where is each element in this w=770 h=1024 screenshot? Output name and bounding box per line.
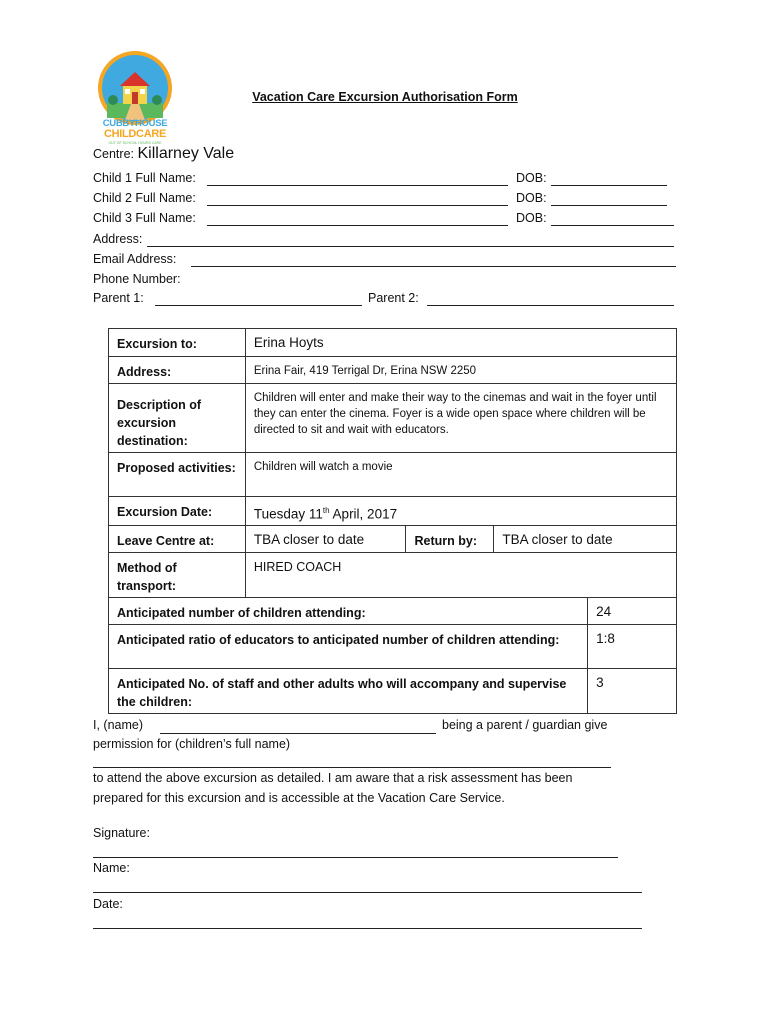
children-name-line[interactable] xyxy=(93,767,611,768)
consent-attend-2: prepared for this excursion and is accessible at the Vacation Care Service. xyxy=(93,791,505,805)
transport-label: Method of transport: xyxy=(109,552,246,597)
parent2-label: Parent 2: xyxy=(368,291,419,305)
name-label: Name: xyxy=(93,861,130,875)
return-by-value: TBA closer to date xyxy=(494,525,677,552)
consent-permission: permission for (children’s full name) xyxy=(93,737,291,751)
child2-dob-line[interactable] xyxy=(551,205,667,206)
excursion-to-label: Excursion to: xyxy=(109,329,246,357)
child3-dob-label: DOB: xyxy=(516,211,547,225)
excursion-address-value: Erina Fair, 419 Terrigal Dr, Erina NSW 2250 xyxy=(245,357,676,384)
table-row xyxy=(109,384,677,453)
activities-value: Children will watch a movie xyxy=(245,453,676,497)
table-row xyxy=(109,453,677,497)
logo-text-3: OUT OF SCHOOL HOURS CARE xyxy=(108,141,162,145)
address-label: Address: xyxy=(93,232,143,246)
children-count-value: 24 xyxy=(588,597,677,624)
staff-label: Anticipated No. of staff and other adults who will accompany and supervise the children: xyxy=(109,668,588,713)
child2-label: Child 2 Full Name: xyxy=(93,191,196,205)
table-row xyxy=(109,525,677,552)
activities-label: Proposed activities: xyxy=(109,453,246,497)
child2-name-line[interactable] xyxy=(207,205,508,206)
table-row xyxy=(109,329,677,357)
children-count-label: Anticipated number of children attending: xyxy=(109,597,588,624)
child1-label: Child 1 Full Name: xyxy=(93,171,196,185)
table-row xyxy=(109,357,677,384)
excursion-date-value: Tuesday 11th April, 2017 xyxy=(245,497,676,526)
phone-label: Phone Number: xyxy=(93,272,181,286)
parent2-line[interactable] xyxy=(427,305,674,306)
consent-name-label: I, (name) xyxy=(93,718,144,732)
description-label: Description of excursion destination: xyxy=(109,384,246,453)
transport-value: HIRED COACH xyxy=(245,552,676,597)
table-row xyxy=(109,668,677,713)
child3-name-line[interactable] xyxy=(207,225,508,226)
centre-label: Centre: xyxy=(93,147,134,161)
table-row xyxy=(109,552,677,597)
table-row xyxy=(109,497,677,526)
excursion-to-value: Erina Hoyts xyxy=(245,329,676,357)
consent-being-parent: being a parent / guardian give xyxy=(442,718,608,732)
form-title: Vacation Care Excursion Authorisation Form xyxy=(252,90,518,104)
child3-label: Child 3 Full Name: xyxy=(93,211,196,225)
consent-attend-1: to attend the above excursion as detailed. I am aware that a risk assessment has been xyxy=(93,771,573,785)
excursion-table xyxy=(108,328,677,714)
parent1-line[interactable] xyxy=(155,305,362,306)
email-line[interactable] xyxy=(191,266,676,267)
centre-field xyxy=(93,145,234,163)
centre-value: Killarney Vale xyxy=(137,145,235,162)
child1-dob-label: DOB: xyxy=(516,171,547,185)
date-label: Date: xyxy=(93,897,123,911)
ratio-value: 1:8 xyxy=(588,624,677,668)
leave-centre-value: TBA closer to date xyxy=(245,525,406,552)
consent-name-line[interactable] xyxy=(160,733,436,734)
return-by-label: Return by: xyxy=(406,525,494,552)
excursion-date-label: Excursion Date: xyxy=(109,497,246,526)
ratio-label: Anticipated ratio of educators to anticipated number of children attending: xyxy=(109,624,588,668)
child3-dob-line[interactable] xyxy=(551,225,674,226)
signature-label: Signature: xyxy=(93,826,150,840)
parent1-label: Parent 1: xyxy=(93,291,144,305)
date-line[interactable] xyxy=(93,928,642,929)
email-label: Email Address: xyxy=(93,252,177,266)
leave-centre-label: Leave Centre at: xyxy=(109,525,246,552)
table-row xyxy=(109,624,677,668)
staff-value: 3 xyxy=(588,668,677,713)
child1-name-line[interactable] xyxy=(207,185,508,186)
child1-dob-line[interactable] xyxy=(551,185,667,186)
table-row xyxy=(109,597,677,624)
description-value: Children will enter and make their way to the cinemas and wait in the foyer until they can enter the cinema. Foyer is a wide open space where children will be directed to sit and wait with educators. xyxy=(245,384,676,453)
address-line[interactable] xyxy=(147,246,674,247)
name-line[interactable] xyxy=(93,892,642,893)
excursion-address-label: Address: xyxy=(109,357,246,384)
signature-line[interactable] xyxy=(93,857,618,858)
child2-dob-label: DOB: xyxy=(516,191,547,205)
logo-text-2: CHILDCARE xyxy=(103,128,167,140)
logo-text-1: CUBBYHOUSE xyxy=(102,118,168,129)
